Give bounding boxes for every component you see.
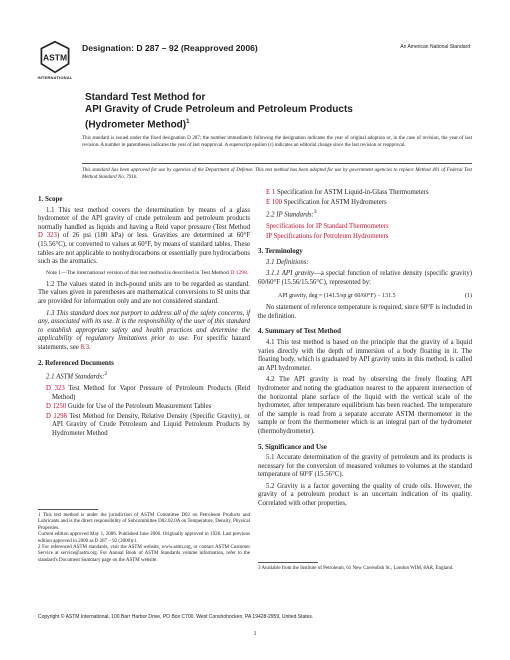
paragraph-5-1: 5.1 Accurate determination of the gravity of petroleum and its products is necessary for the conversion of measured volumes to volumes at the standard temperature of 60°F (15.56°C). — [258, 454, 472, 479]
astm-logo-icon — [38, 40, 72, 74]
footnote-1: 1 This test method is under the jurisdiction of ASTM Committee D02 on Petroleum Products and Lubricants and is the direct responsibility of Subcommittee D02.02.0A on Temperature, Density, Physical Properties. — [38, 513, 250, 531]
paragraph-4-2: 4.2 The API gravity is read by observing the freely floating API hydrometer and noting the graduation nearest to the apparent intersection of the horizontal plane surface of the liquid with the vertical scale of the hydrometer, after temperature equilibrium has been reached. The temperature of the sample is read from a separate accurate ASTM thermometer in the sample or from the thermometer which is an integral part of the hydrometer (thermohydrometer). — [258, 376, 472, 435]
title-footnote-mark: 1 — [186, 119, 190, 125]
footnote-divider — [38, 509, 98, 510]
reference-item: E 100 Specification for ASTM Hydrometers — [266, 198, 387, 206]
designation: Designation: D 287 – 92 (Reapproved 2006) — [82, 43, 258, 53]
reference-item: D 1250 Guide for Use of the Petroleum Measurement Tables — [46, 403, 212, 411]
section-heading-significance: 5. Significance and Use — [258, 442, 327, 451]
reference-item: E 1 Specification for ASTM Liquid-in-Glass Thermometers — [266, 189, 429, 196]
paragraph-2-1: 2.1 ASTM Standards:$^2$ — [46, 371, 108, 381]
title-line-2: API Gravity of Crude Petroleum and Petroleum Products — [85, 104, 353, 115]
paragraph-5-2: 5.2 Gravity is a factor governing the quality of crude oils. However, the gravity of a petroleum product is an uncertain indication of its quality. Correlated with other properties, — [258, 482, 472, 508]
reference-link[interactable]: D 1298 — [46, 412, 67, 420]
paragraph-1-3: 1.3 This standard does not purport to address all of the safety concerns, if any, associated with its use. It is the responsibility of the user of this standard to establish appropriate safety and health practices and determine the applicability of regulatory limitations prior to use. For specific hazard statements, see 8.3. — [38, 309, 250, 351]
dod-approval-note: This standard has been approved for use by agencies of the Department of Defense. This test method has been adopted for use by government agencies to replace Method 401 of Federal Test Method Standard No. 791b. — [82, 168, 472, 180]
section-heading-terminology: 3. Terminology — [258, 247, 303, 256]
paragraph-4-1: 4.1 This test method is based on the principle that the gravity of a liquid varies directly with the depth of immersion of a body floating in it. The floating body, which is graduated by API gravity units in this method, is called an API hydrometer. — [258, 338, 472, 372]
left-column — [38, 189, 250, 440]
paragraph-2-2: 2.2 IP Standards:$^3$ — [266, 209, 317, 219]
link-d323[interactable]: D 323 — [38, 232, 57, 240]
section-heading-referenced-documents: 2. Referenced Documents — [38, 358, 114, 367]
section-heading-summary: 4. Summary of Test Method — [258, 327, 342, 336]
reference-link[interactable]: D 1250 — [46, 403, 67, 411]
footnote-1b: Current edition approved May 1, 2006. Published June 2006. Originally approved in 1928. Last previous edition approved in 2000 as D 287 – 92 (2000)ε1. — [38, 532, 250, 544]
page-number: 1 — [253, 631, 257, 637]
svg-text:ASTM: ASTM — [42, 52, 68, 63]
ip-standard-link[interactable]: IP Specifications for Petroleum Hydrometers — [266, 232, 389, 240]
divider — [82, 163, 472, 164]
api-gravity-formula: API gravity, deg = (141.5/sp gr 60/60°F) − 131.5 (1) — [278, 292, 472, 299]
footnotes-left — [38, 513, 250, 564]
ans-standard-label: An American National Standard — [400, 44, 470, 50]
reference-item: D 323 Test Method for Vapor Pressure of Petroleum Products (Reid Method) — [46, 384, 250, 401]
issuance-note: This standard is issued under the fixed designation D 287; the number immediately following the designation indicates the year of original adoption or, in the case of revision, the year of last revision. A number in parentheses indicates the year of last reapproval. A superscript epsilon (ε) indicates an editorial change since the last revision or reapproval. — [82, 136, 472, 148]
copyright-footer: Copyright © ASTM International, 100 Barr Harbor Drive, PO Box C700, West Conshohocken, PA 19428-2959, United States. — [38, 614, 314, 620]
right-column — [258, 189, 472, 512]
ip-standard-link[interactable]: Specifications for IP Standard Thermometers — [266, 223, 389, 231]
footnote-divider — [258, 562, 318, 563]
link-8-3[interactable]: 8.3 — [80, 343, 89, 351]
footnotes-right — [258, 566, 472, 572]
paragraph-1-2: 1.2 The values stated in inch-pound units are to be regarded as standard. The values given in parentheses are mathematical conversions to SI units that are provided for information only and are not considered standard. — [38, 280, 250, 305]
title-line-3: (Hydrometer Method)$^1$ — [85, 119, 190, 131]
reference-item: D 1298 Test Method for Density, Relative Density (Specific Gravity), or API Gravity of Crude Petroleum and Liquid Petroleum Products by Hydrometer Method — [46, 412, 250, 437]
document-title — [85, 92, 425, 131]
section-heading-scope: 1. Scope — [38, 195, 63, 203]
reference-link[interactable]: E 100 — [266, 198, 283, 206]
title-line-1: Standard Test Method for — [85, 92, 206, 103]
reference-link[interactable]: E 1 — [266, 189, 276, 196]
paragraph-3-1: 3.1 Definitions: — [266, 258, 309, 266]
paragraph-1-1: 1.1 This test method covers the determination by means of a glass hydrometer of the API gravity of crude petroleum and petroleum products normally handled as liquids and having a Reid vapor pressure (Test Method D 323) of 26 psi (180 kPa) or less. Gravities are determined at 60°F (15.56°C), or converted to values at 60°F, by means of standard tables. These tables are not applicable to nonhydrocarbons or essentially pure hydrocarbons such as the aromatics. — [38, 206, 250, 266]
paragraph-3-note: No statement of reference temperature is required, since 60°F is included in the definition. — [258, 304, 472, 320]
logo-caption: INTERNATIONAL — [37, 75, 73, 80]
reference-link[interactable]: D 323 — [46, 384, 65, 392]
equation-number: (1) — [465, 292, 472, 299]
note-1: Note 1—The international version of this test method is described in Test Method D 1298. — [46, 269, 249, 276]
link-d1298[interactable]: D 1298 — [230, 269, 247, 276]
footnote-3: 3 Available from the Institute of Petroleum, 61 New Cavendish St., London WIM, 8AR, England. — [258, 566, 454, 571]
footnote-2: 2 For referenced ASTM standards, visit the ASTM website, www.astm.org, or contact ASTM Customer Service at service@astm.org. For Annual Book of ASTM Standards volume information, refer to the standard's Document Summary page on the ASTM website. — [38, 545, 250, 563]
paragraph-3-1-1: 3.1.1 API gravity—a special function of relative density (specific gravity) 60/60°F (15.56/15.56°C), represented by: — [258, 270, 472, 287]
